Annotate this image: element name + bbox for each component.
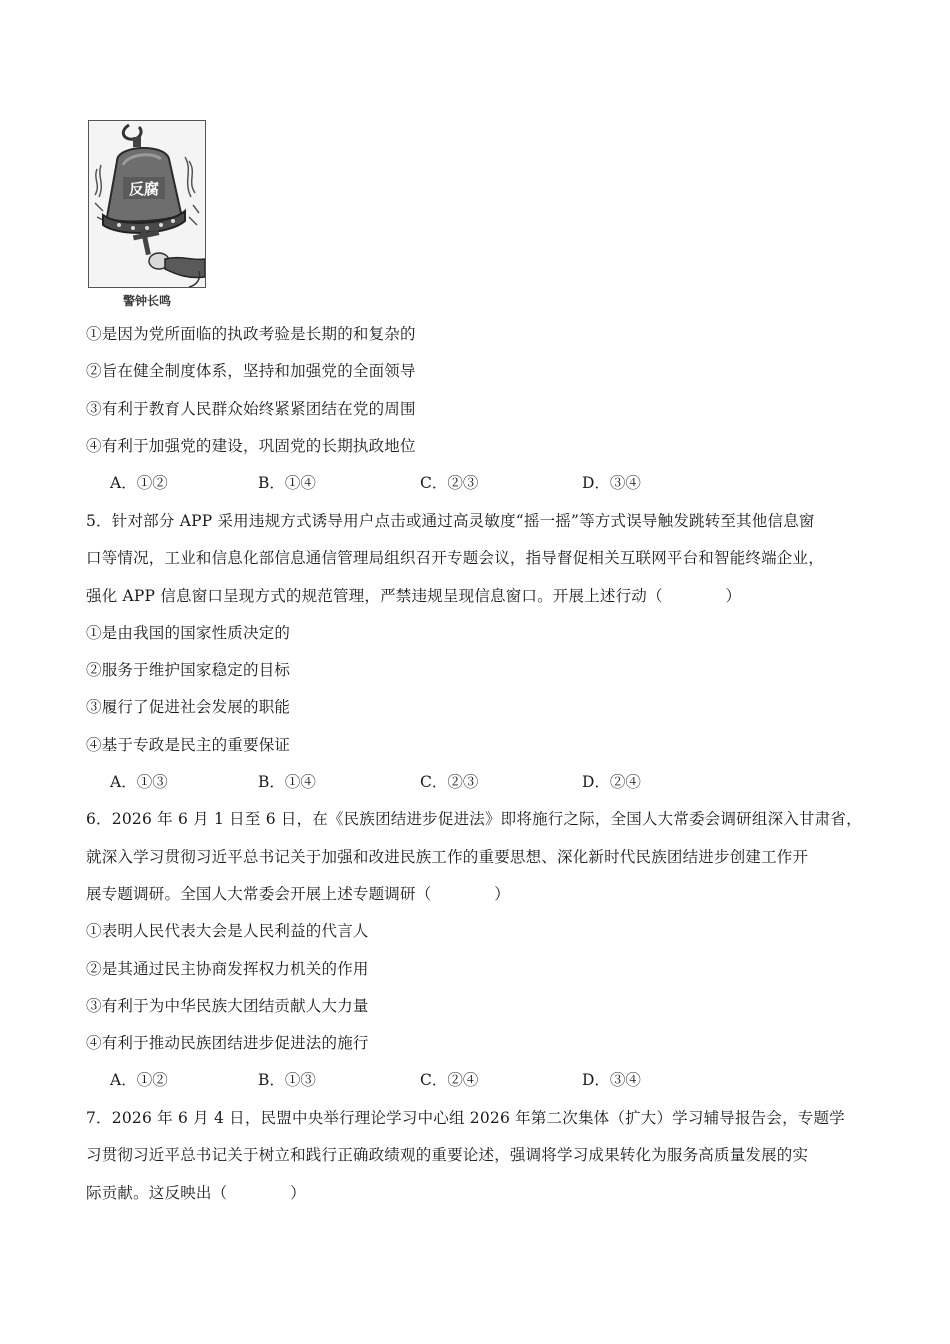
- q5-option-d[interactable]: D．②④: [582, 773, 641, 791]
- q5-option-a[interactable]: A．①③: [110, 773, 168, 791]
- q6-stem-line-1: 6．2026 年 6 月 1 日至 6 日，在《民族团结进步促进法》即将施行之际，全国人大常委会调研组深入甘肃省，: [86, 810, 862, 828]
- alarm-bell-illustration: [89, 121, 205, 287]
- q5-option-b[interactable]: B．①④: [258, 773, 316, 791]
- q6-statement-3: ③有利于为中华民族大团结贡献人大力量: [86, 997, 369, 1015]
- q6-statement-2: ②是其通过民主协商发挥权力机关的作用: [86, 960, 369, 978]
- q4-option-c[interactable]: C．②③: [420, 474, 479, 492]
- q6-option-b[interactable]: B．①③: [258, 1071, 316, 1089]
- q4-statement-1: ①是因为党所面临的执政考验是长期的和复杂的: [86, 325, 416, 343]
- q5-option-c[interactable]: C．②③: [420, 773, 479, 791]
- q5-stem-line-1: 5．针对部分 APP 采用违规方式诱导用户点击或通过高灵敏度“摇一摇”等方式误导触发跳转至其他信息窗: [86, 512, 815, 530]
- q5-statement-1: ①是由我国的国家性质决定的: [86, 624, 291, 642]
- q4-option-b[interactable]: B．①④: [258, 474, 316, 492]
- q7-stem-line-3: 际贡献。这反映出（ ）: [86, 1184, 306, 1202]
- q5-statement-2: ②服务于维护国家稳定的目标: [86, 661, 291, 679]
- cartoon-image: [88, 120, 206, 288]
- q6-stem-line-2: 就深入学习贯彻习近平总书记关于加强和改进民族工作的重要思想、深化新时代民族团结进步创建工作开: [86, 848, 809, 866]
- q6-option-a[interactable]: A．①②: [110, 1071, 168, 1089]
- q6-option-c[interactable]: C．②④: [420, 1071, 479, 1089]
- cartoon-figure: [88, 120, 206, 309]
- q4-statement-4: ④有利于加强党的建设，巩固党的长期执政地位: [86, 437, 416, 455]
- q6-option-d[interactable]: D．③④: [582, 1071, 641, 1089]
- q6-statement-4: ④有利于推动民族团结进步促进法的施行: [86, 1034, 369, 1052]
- q6-statement-1: ①表明人民代表大会是人民利益的代言人: [86, 922, 369, 940]
- q4-statement-2: ②旨在健全制度体系，坚持和加强党的全面领导: [86, 362, 416, 380]
- q5-statement-3: ③履行了促进社会发展的职能: [86, 698, 291, 716]
- q6-stem-line-3: 展专题调研。全国人大常委会开展上述专题调研（ ）: [86, 885, 510, 903]
- figure-caption: 警钟长鸣: [122, 294, 171, 308]
- bell-label: 反腐: [128, 180, 160, 198]
- q7-stem-line-1: 7．2026 年 6 月 4 日，民盟中央举行理论学习中心组 2026 年第二次集体（扩大）学习辅导报告会，专题学: [86, 1109, 845, 1127]
- q7-stem-line-2: 习贯彻习近平总书记关于树立和践行正确政绩观的重要论述，强调将学习成果转化为服务高质量发展的实: [86, 1146, 809, 1164]
- q5-stem-line-2: 口等情况，工业和信息化部信息通信管理局组织召开专题会议，指导督促相关互联网平台和智能终端企业，: [86, 549, 824, 567]
- q5-statement-4: ④基于专政是民主的重要保证: [86, 736, 291, 754]
- q4-option-d[interactable]: D．③④: [582, 474, 641, 492]
- q5-stem-line-3: 强化 APP 信息窗口呈现方式的规范管理，严禁违规呈现信息窗口。开展上述行动（ ）: [86, 587, 742, 605]
- q4-option-a[interactable]: A．①②: [110, 474, 168, 492]
- q4-statement-3: ③有利于教育人民群众始终紧紧团结在党的周围: [86, 400, 416, 418]
